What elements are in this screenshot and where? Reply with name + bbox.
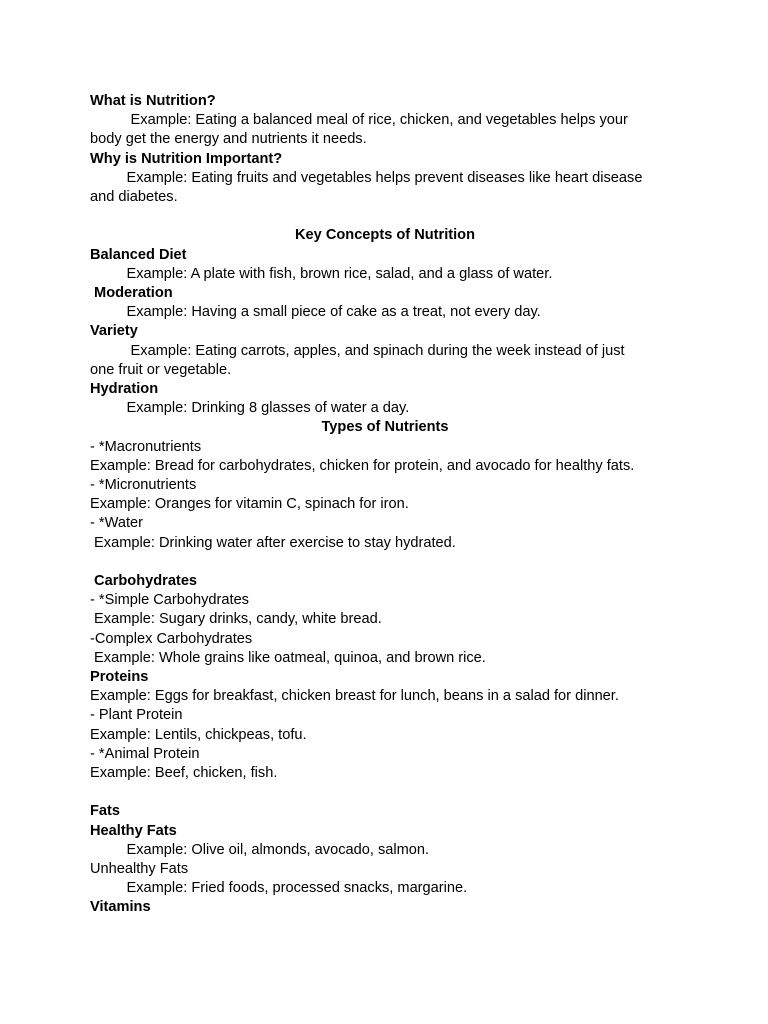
example-text: Example: Drinking 8 glasses of water a day. — [90, 400, 410, 417]
heading-moderation: Moderation — [90, 285, 173, 302]
heading-hydration: Hydration — [90, 381, 159, 398]
heading-balanced-diet: Balanced Diet — [90, 246, 187, 263]
list-item-simple-carbohydrates: - *Simple Carbohydrates — [90, 592, 249, 609]
heading-proteins: Proteins — [90, 669, 149, 686]
example-text-continued: body get the energy and nutrients it needs. — [90, 131, 367, 148]
list-item-water: - *Water — [90, 515, 143, 532]
list-item-macronutrients: - *Macronutrients — [90, 438, 202, 455]
heading-unhealthy-fats: Unhealthy Fats — [90, 861, 189, 878]
section-title-key-concepts: Key Concepts of Nutrition — [295, 227, 475, 244]
example-text: Example: Beef, chicken, fish. — [90, 765, 278, 782]
example-text: Example: Olive oil, almonds, avocado, salmon. — [90, 841, 430, 858]
list-item-plant-protein: - Plant Protein — [90, 707, 183, 724]
example-text: Example: Eating carrots, apples, and spinach during the week instead of just — [90, 342, 625, 359]
list-item-micronutrients: - *Micronutrients — [90, 477, 197, 494]
example-text: Example: Having a small piece of cake as a treat, not every day. — [90, 304, 541, 321]
example-text: Example: Eating fruits and vegetables helps prevent diseases like heart disease — [90, 169, 643, 186]
example-text: Example: Eating a balanced meal of rice, chicken, and vegetables helps your — [90, 112, 628, 129]
blank-line — [90, 553, 680, 572]
heading-what-is-nutrition: What is Nutrition? — [90, 93, 216, 109]
example-text-continued: and diabetes. — [90, 189, 178, 206]
list-item-animal-protein: - *Animal Protein — [90, 745, 200, 762]
example-text: Example: Bread for carbohydrates, chicken for protein, and avocado for healthy fats. — [90, 457, 635, 474]
example-text: Example: Drinking water after exercise to stay hydrated. — [90, 534, 456, 551]
heading-variety: Variety — [90, 323, 138, 340]
example-text: Example: A plate with fish, brown rice, salad, and a glass of water. — [90, 265, 553, 282]
blank-line — [90, 207, 680, 226]
heading-why-important: Why is Nutrition Important? — [90, 150, 283, 167]
example-text: Example: Lentils, chickpeas, tofu. — [90, 726, 307, 743]
heading-fats: Fats — [90, 803, 121, 820]
blank-line — [90, 783, 680, 802]
example-text: Example: Oranges for vitamin C, spinach for iron. — [90, 496, 409, 513]
example-text-continued: one fruit or vegetable. — [90, 361, 232, 378]
example-text: Example: Fried foods, processed snacks, margarine. — [90, 880, 468, 897]
example-text: Example: Sugary drinks, candy, white bread. — [90, 611, 382, 628]
heading-vitamins: Vitamins — [90, 899, 151, 916]
section-title-types-of-nutrients: Types of Nutrients — [321, 419, 449, 436]
heading-carbohydrates: Carbohydrates — [90, 573, 198, 590]
example-text: Example: Eggs for breakfast, chicken breast for lunch, beans in a salad for dinner. — [90, 688, 619, 705]
list-item-complex-carbohydrates: -Complex Carbohydrates — [90, 630, 253, 647]
heading-healthy-fats: Healthy Fats — [90, 822, 177, 839]
document-page — [90, 92, 680, 918]
example-text: Example: Whole grains like oatmeal, quinoa, and brown rice. — [90, 649, 486, 666]
